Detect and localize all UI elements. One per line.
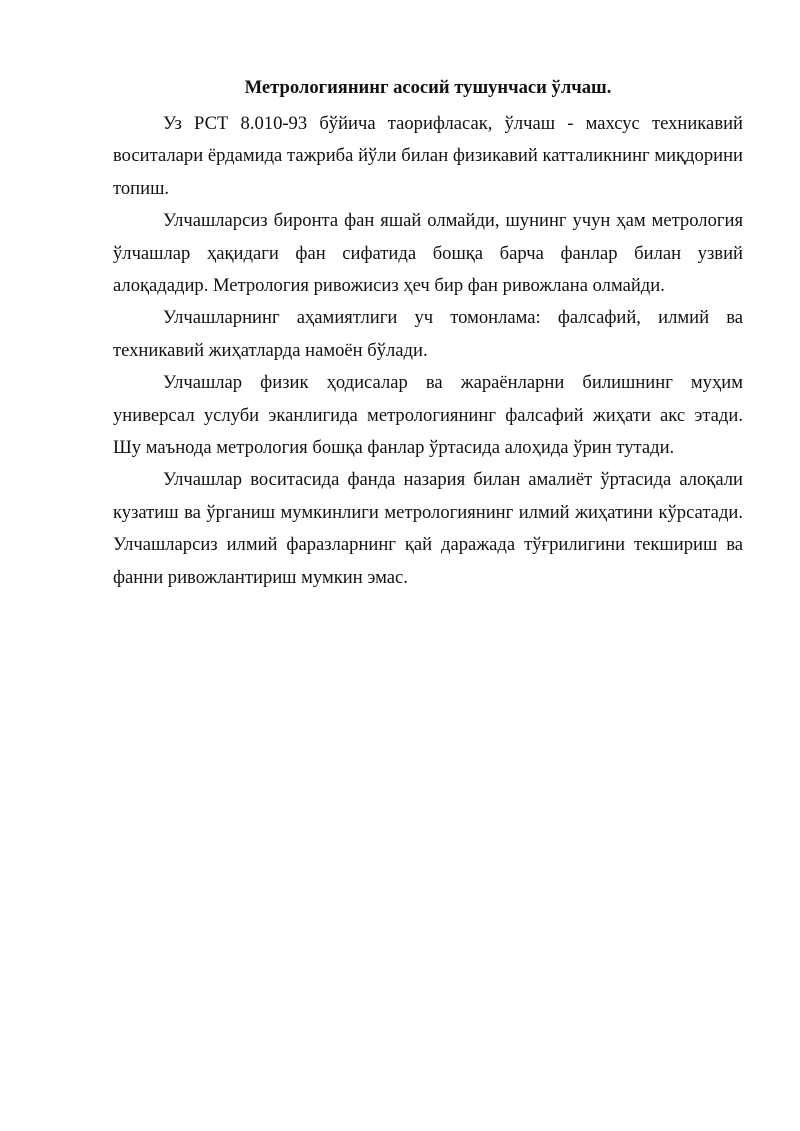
- document-title: Метрологиянинг асосий тушунчаси ўлчаш.: [244, 77, 612, 98]
- paragraph-importance-aspects: Улчашларнинг аҳамиятлиги уч томонлама: фалсафий, илмий ва техникавий жиҳатларда намоён бўлади.: [113, 307, 743, 361]
- paragraph-scientific-aspect: Улчашлар воситасида фанда назария билан амалиёт ўртасида алоқали кузатиш ва ўрганиш мумкинлиги метрологиянинг илмий жиҳатини кўрсатади. Улчашларсиз илмий фаразларнинг қай даражада тўғрилигини текшириш ва фанни ривожлантириш мумкин эмас.: [113, 469, 743, 588]
- paragraph-philosophical-aspect: Улчашлар физик ҳодисалар ва жараёнларни билишнинг муҳим универсал услуби эканлигида метрологиянинг фалсафий жиҳати акс этади. Шу маънода метрология бошқа фанлар ўртасида алоҳида ўрин тутади.: [113, 372, 743, 459]
- paragraph-science-needs-measurement: Улчашларсиз биронта фан яшай олмайди, шунинг учун ҳам метрология ўлчашлар ҳақидаги фан сифатида бошқа барча фанлар билан узвий алоқададир. Метрология ривожисиз ҳеч бир фан ривожлана олмайди.: [113, 210, 743, 297]
- paragraph-measurement-definition: Уз РСТ 8.010-93 бўйича таорифласак, ўлчаш - махсус техникавий воситалари ёрдамида тажриба йўли билан физикавий катталикнинг миқдорини топиш.: [113, 113, 743, 199]
- document-body: [113, 75, 743, 594]
